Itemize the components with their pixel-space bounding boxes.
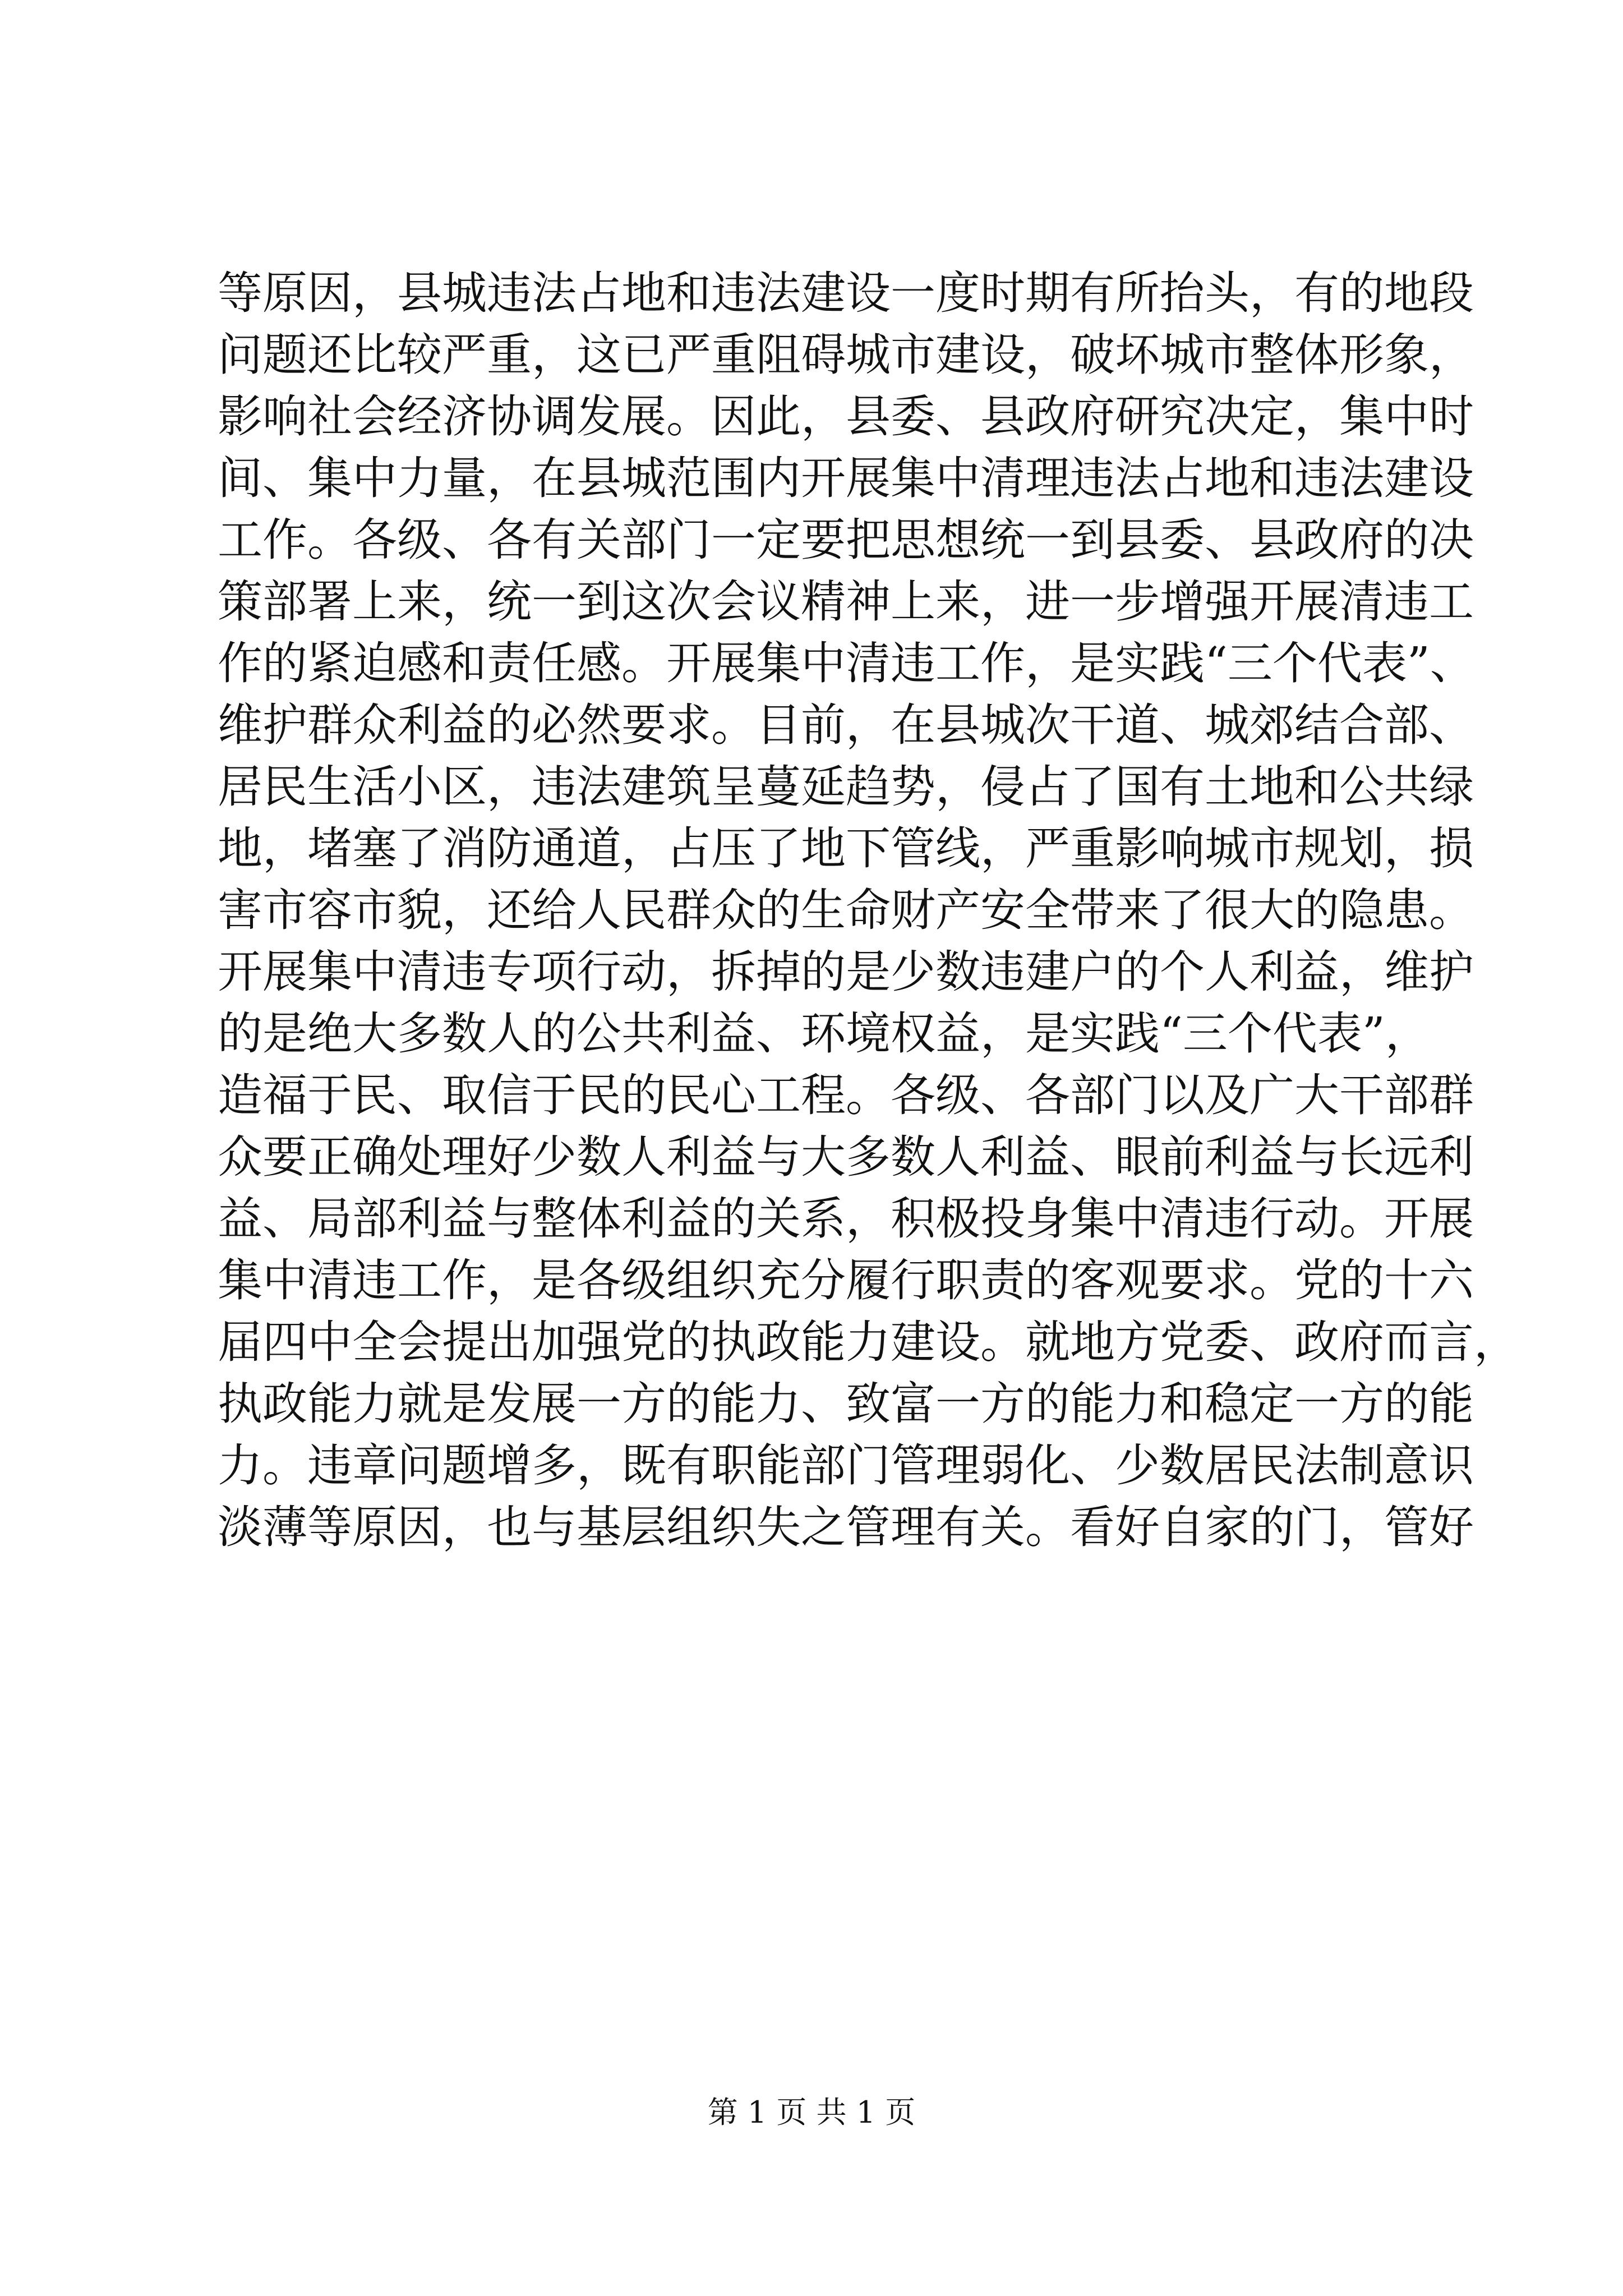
text-line: 届四中全会提出加强党的执政能力建设。就地方党委、政府而言， — [218, 1316, 1519, 1368]
text-line: 开展集中清违专项行动，拆掉的是少数违建户的个人利益，维护 — [218, 946, 1474, 998]
text-line: 等原因，县城违法占地和违法建设一度时期有所抬头，有的地段 — [218, 267, 1474, 319]
text-line: 居民生活小区，违法建筑呈蔓延趋势，侵占了国有土地和公共绿 — [218, 761, 1474, 813]
text-line: 淡薄等原因，也与基层组织失之管理有关。看好自家的门，管好 — [218, 1501, 1474, 1553]
body-text — [218, 263, 1519, 1558]
text-line: 的是绝大多数人的公共利益、环境权益，是实践“三个代表”， — [218, 1007, 1430, 1060]
page-footer — [0, 2090, 1623, 2135]
text-line: 众要正确处理好少数人利益与大多数人利益、眼前利益与长远利 — [218, 1131, 1474, 1183]
text-line: 力。违章问题增多，既有职能部门管理弱化、少数居民法制意识 — [218, 1439, 1474, 1492]
text-line: 作的紧迫感和责任感。开展集中清违工作，是实践“三个代表”、 — [218, 637, 1475, 689]
text-line: 执政能力就是发展一方的能力、致富一方的能力和稳定一方的能 — [218, 1378, 1474, 1430]
text-line: 害市容市貌，还给人民群众的生命财产安全带来了很大的隐患。 — [218, 884, 1474, 936]
page-number-label: 第 1 页 共 1 页 — [707, 2095, 916, 2130]
text-line: 造福于民、取信于民的民心工程。各级、各部门以及广大干部群 — [218, 1069, 1474, 1121]
text-line: 工作。各级、各有关部门一定要把思想统一到县委、县政府的决 — [218, 514, 1474, 566]
text-line: 益、局部利益与整体利益的关系，积极投身集中清违行动。开展 — [218, 1193, 1474, 1245]
text-line: 维护群众利益的必然要求。目前，在县城次干道、城郊结合部、 — [218, 699, 1474, 751]
text-line: 地，堵塞了消防通道，占压了地下管线，严重影响城市规划，损 — [218, 822, 1474, 875]
text-line: 问题还比较严重，这已严重阻碍城市建设，破坏城市整体形象， — [218, 329, 1474, 381]
text-line: 影响社会经济协调发展。因此，县委、县政府研究决定，集中时 — [218, 390, 1474, 443]
text-line: 集中清违工作，是各级组织充分履行职责的客观要求。党的十六 — [218, 1254, 1474, 1306]
text-line: 间、集中力量，在县城范围内开展集中清理违法占地和违法建设 — [218, 452, 1474, 504]
text-line: 策部署上来，统一到这次会议精神上来，进一步增强开展清违工 — [218, 576, 1474, 628]
